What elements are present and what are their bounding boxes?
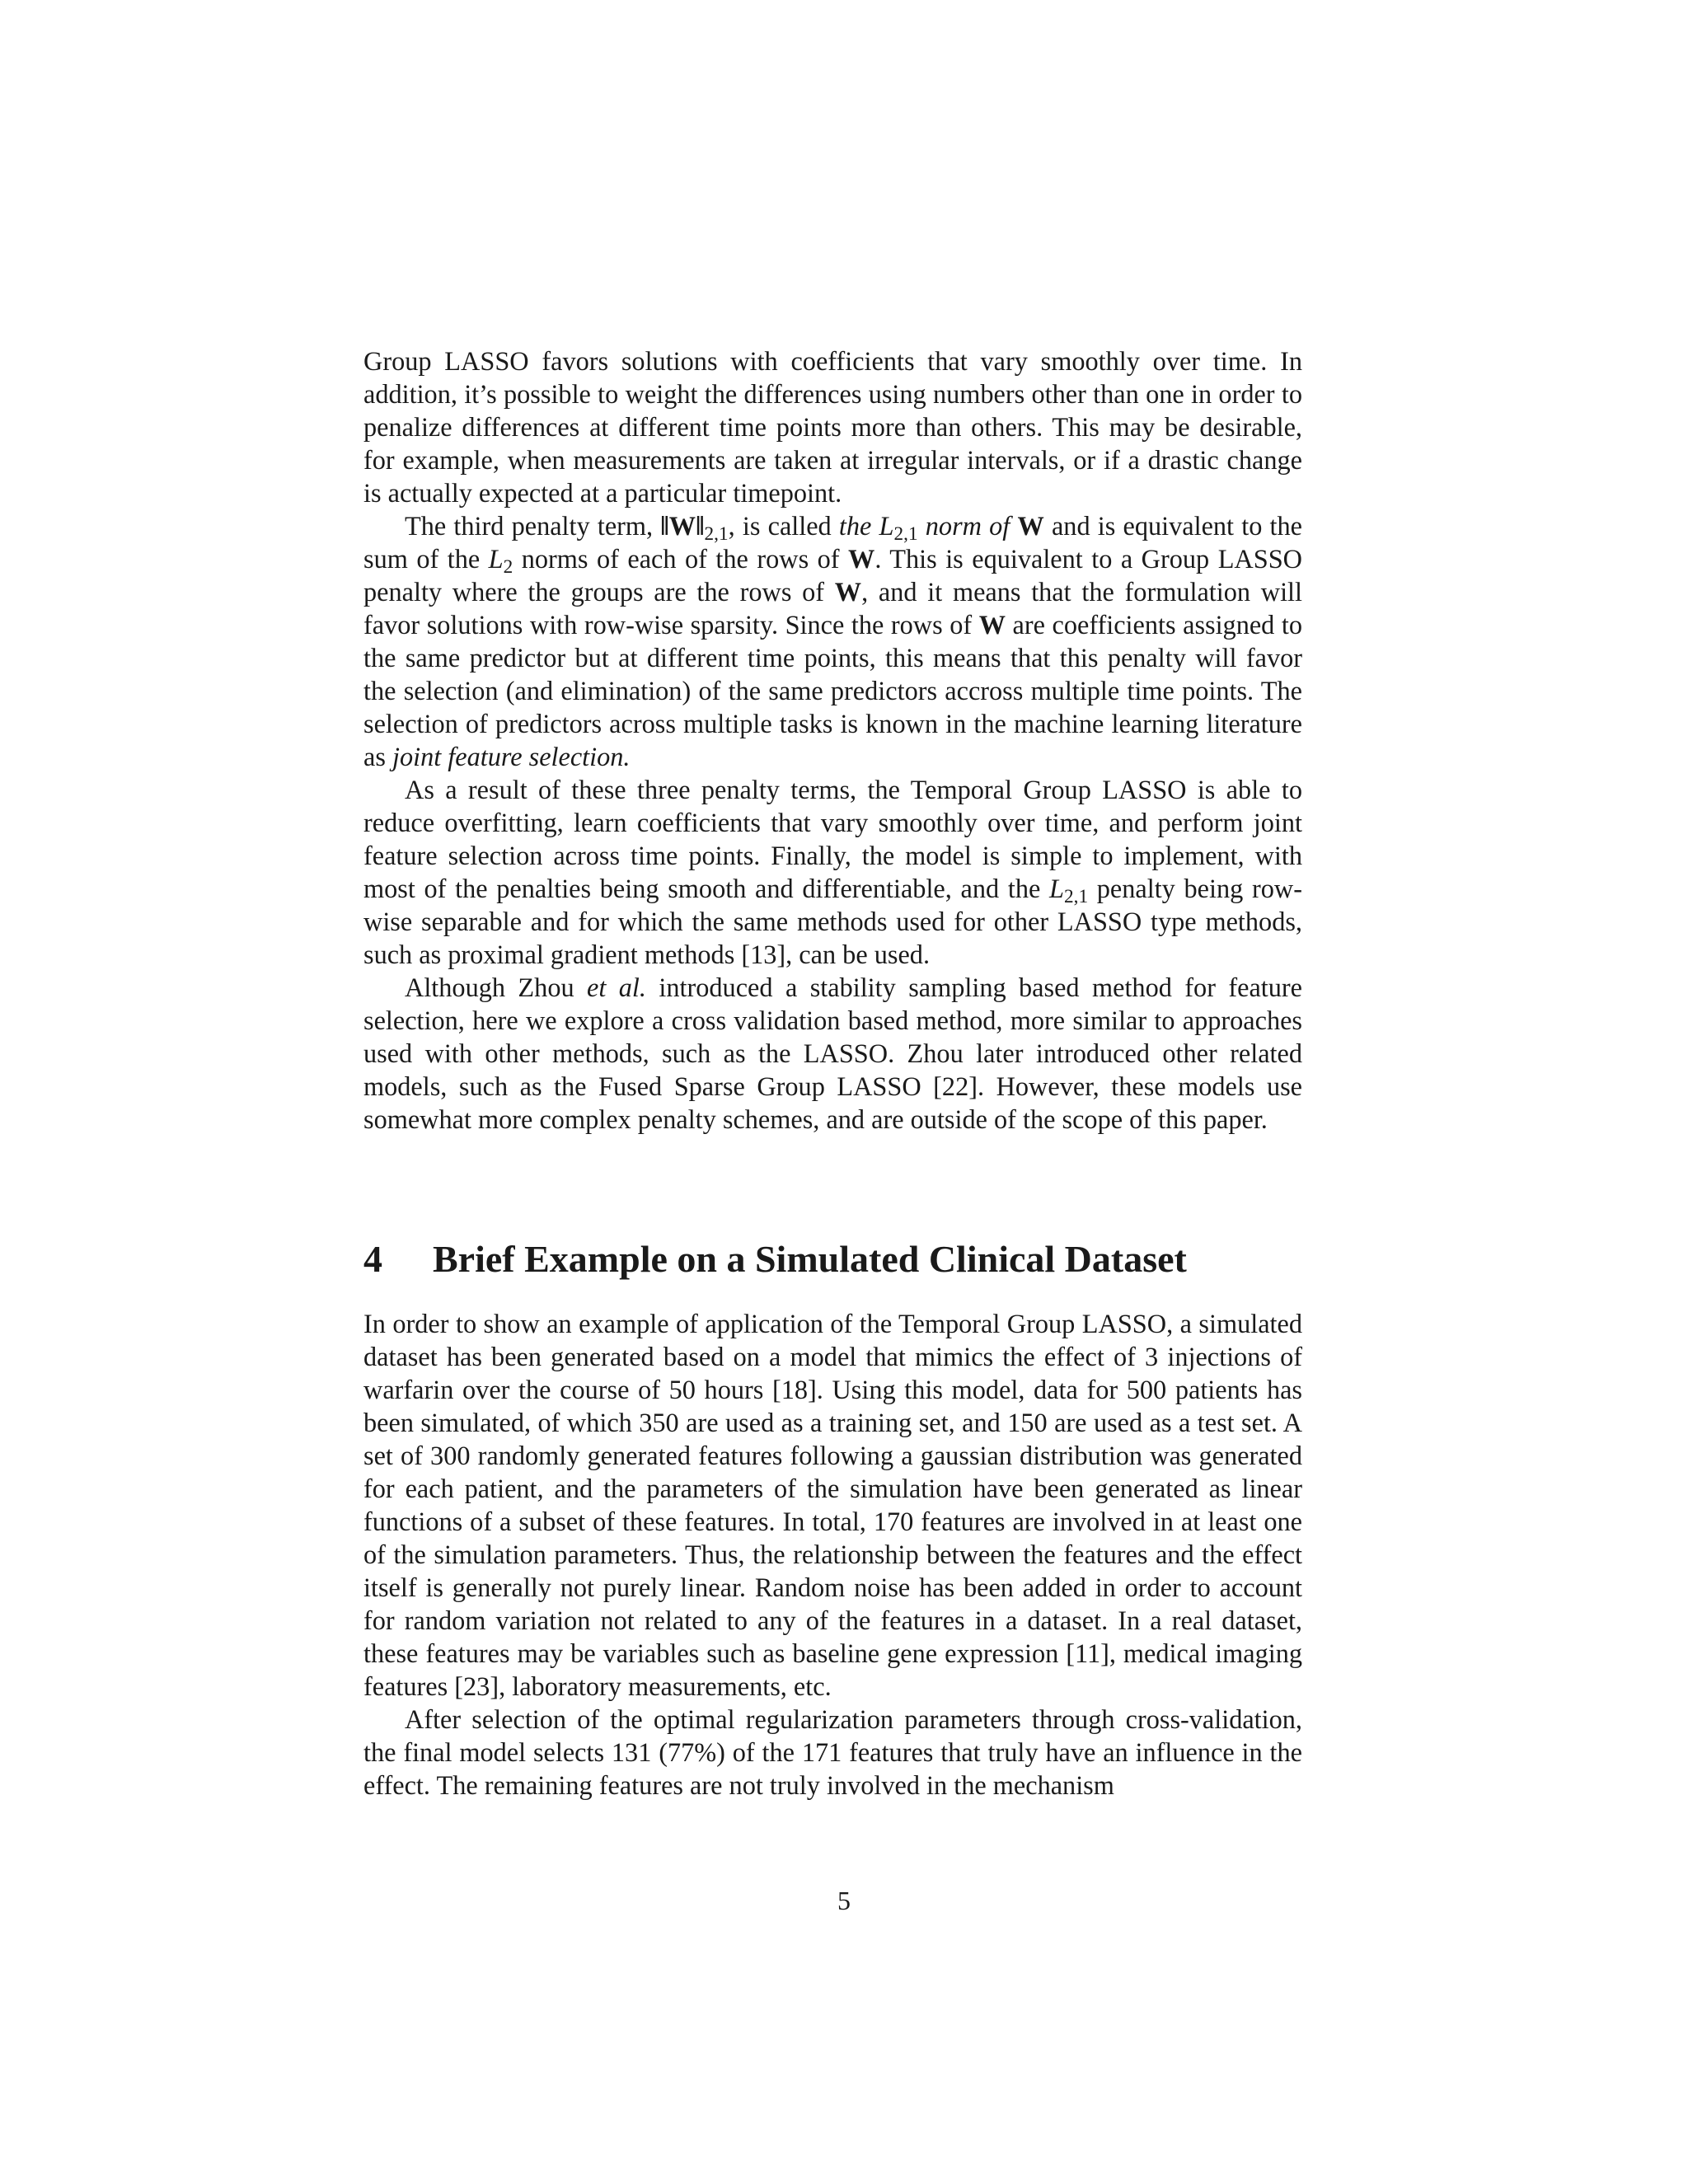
body-text-bottom: [363, 1307, 1302, 1802]
page-number: 5: [837, 1886, 851, 1915]
paragraph-continuation: Group LASSO favors solutions with coefficients that vary smoothly over time. In addition, it’s possible to weight the differences using numbers other than one in order to penalize differences at different time points more than others. This may be desirable, for example, when measurements are taken at irregular intervals, or if a drastic change is actually expected at a particular timepoint.: [363, 346, 1302, 508]
paragraph-results: After selection of the optimal regularization parameters through cross-validation, the final model selects 131 (77%) of the 171 features that truly have an influence in the effect. The remaining features are not truly involved in the mechanism: [363, 1704, 1302, 1800]
section-heading: [363, 1236, 1320, 1282]
paragraph-simulated-dataset: In order to show an example of application of the Temporal Group LASSO, a simulated dataset has been generated based on a model that mimics the effect of 3 injections of warfarin over the course of 50 hours [18]. Using this model, data for 500 patients has been simulated, of which 350 are used as a training set, and 150 are used as a test set. A set of 300 randomly generated features following a gaussian distribution was generated for each patient, and the parameters of the simulation have been generated as linear functions of a subset of these features. In total, 170 features are involved in at least one of the simulation parameters. Thus, the relationship between the features and the effect itself is generally not purely linear. Random noise has been added in order to account for random variation not related to any of the features in a dataset. In a real dataset, these features may be variables such as baseline gene expression [11], medical imaging features [23], laboratory measurements, etc.: [363, 1309, 1302, 1701]
section-number: 4: [363, 1238, 382, 1280]
section-title: Brief Example on a Simulated Clinical Dataset: [433, 1238, 1187, 1280]
paragraph-l21-norm: The third penalty term, $‖W‖_{2,1}$, is called the $L_{2,1}$ norm of W and is equivalent to the sum of the $L_2$ norms of each of the rows of W. This is equivalent to a Group LASSO penalty where the groups are the rows of W, and it means that the formulation will favor solutions with row-wise sparsity. Since the rows of W are coefficients assigned to the same predictor but at different time points, this means that this penalty will favor the selection (and elimination) of the same predictors accross multiple time points. The selection of predictors across multiple tasks is known in the machine learning literature as joint feature selection.: [363, 511, 1302, 771]
paragraph-zhou-methods: Although Zhou et al. introduced a stability sampling based method for feature selection, here we explore a cross validation based method, more similar to approaches used with other methods, such as the LASSO. Zhou later introduced other related models, such as the Fused Sparse Group LASSO [22]. However, these models use somewhat more complex penalty schemes, and are outside of the scope of this paper.: [363, 972, 1303, 1134]
paragraph-penalty-summary: As a result of these three penalty terms, the Temporal Group LASSO is able to reduce overfitting, learn coefficients that vary smoothly over time, and perform joint feature selection across time points. Finally, the model is simple to implement, with most of the penalties being smooth and differentiable, and the $L_{2,1}$ penalty being row-wise separable and for which the same methods used for other LASSO type methods, such as proximal gradient methods [13], can be used.: [363, 775, 1302, 969]
body-text-top: [363, 344, 1302, 1136]
